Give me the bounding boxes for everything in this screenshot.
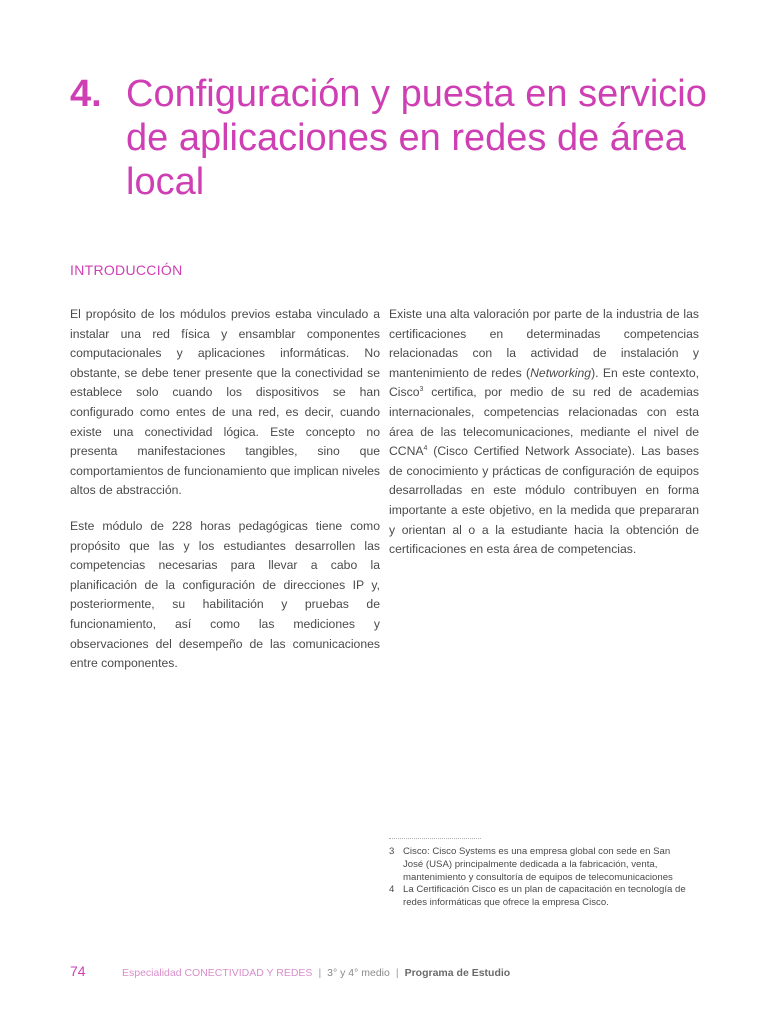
footer-grade: 3° y 4° medio — [327, 967, 390, 979]
footnote-number: 4 — [389, 884, 395, 896]
footnote-number: 3 — [389, 846, 395, 857]
footnote-divider — [389, 838, 481, 839]
footer-specialty: Especialidad CONECTIVIDAD Y REDES — [122, 967, 313, 979]
chapter-heading — [70, 72, 710, 204]
chapter-number: 4. — [70, 73, 102, 115]
footnote-text: La Certificación Cisco es un plan de capacitación en tecnología de redes informáticas que ofrece la empresa Cisco. — [403, 884, 686, 909]
footnote — [389, 884, 689, 910]
footnote-reference: 4 — [423, 445, 428, 453]
body-paragraph: El propósito de los módulos previos estaba vinculado a instalar una red física y ensamblar componentes computacionales y aplicaciones informáticas. No obstante, se debe tener presente que la conectividad se establece solo cuando los dispositivos se han configurado como entes de una red, es decir, cuando existe una conectividad lógica. Este concepto no presenta manifestaciones tangibles, sino que comportamientos de funcionamiento que implican niveles altos de abstracción. — [70, 307, 380, 498]
italic-term: Networking — [530, 365, 592, 380]
paragraph-text: certifica, por medio de su red de academias internacionales, competencias relacionadas con esta área de las telecomunicaciones, mediante el nivel de CCNA — [389, 385, 699, 459]
footer-program: Programa de Estudio — [404, 967, 511, 979]
paragraph-text: (Cisco Certified Network Associate). Las bases de conocimiento y prácticas de configuración de equipos desarrolladas en este módulo contribuyen en forma importante a este objetivo, en la medida que prepararan y orientan al o a la estudiante hacia la obtención de certificaciones en esta área de competencias. — [389, 444, 699, 557]
page-number: 74 — [70, 963, 86, 979]
paragraph-text: Existe una alta valoración por parte de la industria de las certificaciones en determinadas competencias relacionadas con la actividad de instalación y mantenimiento de redes ( — [389, 307, 699, 380]
paragraph-text: ). En este contexto, Cisco — [389, 365, 699, 400]
right-column — [389, 305, 699, 576]
page-footer — [70, 963, 510, 979]
footnote-text: Cisco: Cisco Systems es una empresa global con sede en San José (USA) principalmente dedicada a la fabricación, venta, mantenimiento y consultoría de equipos de telecomunicaciones — [403, 846, 673, 883]
left-column — [70, 305, 380, 690]
chapter-title: Configuración y puesta en servicio de aplicaciones en redes de área local — [126, 73, 707, 203]
footer-separator: | — [395, 967, 399, 979]
footnote-reference: 3 — [419, 386, 424, 394]
body-paragraph — [389, 305, 699, 560]
footnotes — [389, 838, 689, 910]
body-paragraph: Este módulo de 228 horas pedagógicas tiene como propósito que las y los estudiantes desarrollen las competencias necesarias para llevar a cabo la planificación de la configuración de direcciones IP y, posteriormente, su habilitación y pruebas de funcionamiento, así como las mediciones y observaciones del desempeño de las comunicaciones entre componentes. — [70, 518, 380, 671]
footnote — [389, 846, 689, 884]
section-heading: INTRODUCCIÓN — [70, 262, 183, 278]
footer-separator: | — [318, 967, 322, 979]
